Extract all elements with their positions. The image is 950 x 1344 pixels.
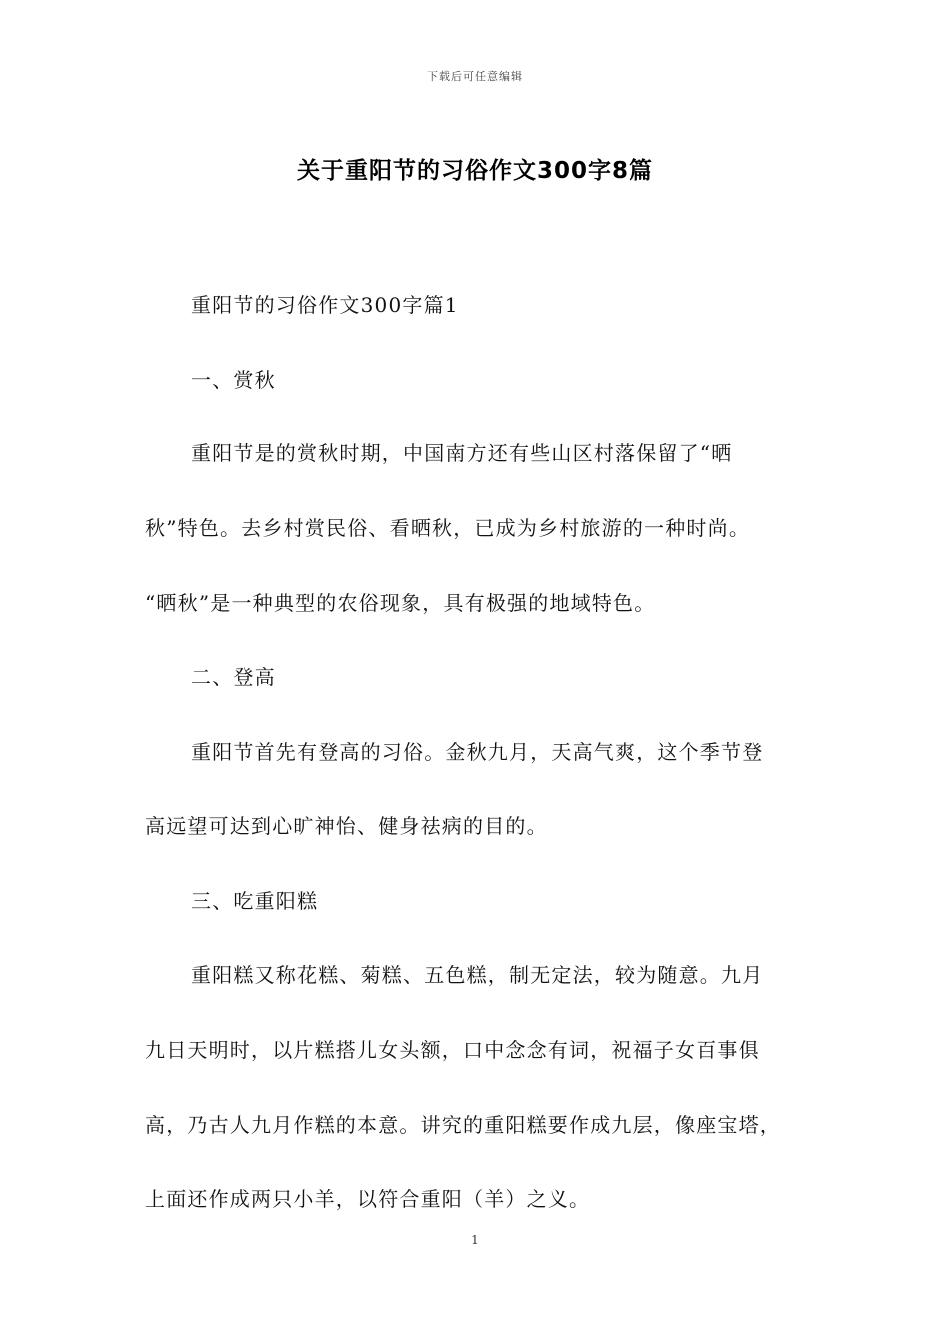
paragraph-line: 高，乃古人九月作糕的本意。讲究的重阳糕要作成九层，像座宝塔， bbox=[145, 1113, 781, 1137]
essay-heading: 重阳节的习俗作文300字篇1 bbox=[191, 293, 459, 317]
page-header: 下载后可任意编辑 bbox=[427, 70, 523, 83]
paragraph-line: 高远望可达到心旷神怡、健身祛病的目的。 bbox=[145, 814, 548, 838]
paragraph-line: 重阳节是的赏秋时期，中国南方还有些山区村落保留了“晒 bbox=[191, 441, 733, 465]
paragraph-line: 九日天明时，以片糕搭儿女头额，口中念念有词，祝福子女百事俱 bbox=[145, 1038, 760, 1062]
section-heading-2: 二、登高 bbox=[191, 665, 276, 689]
paragraph-line: 重阳节首先有登高的习俗。金秋九月，天高气爽，这个季节登 bbox=[191, 740, 764, 764]
document-title: 关于重阳节的习俗作文300字8篇 bbox=[296, 158, 653, 184]
section-heading-1: 一、赏秋 bbox=[191, 368, 276, 392]
paragraph-line: 上面还作成两只小羊，以符合重阳（羊）之义。 bbox=[145, 1187, 591, 1211]
paragraph-line: “晒秋”是一种典型的农俗现象，具有极强的地域特色。 bbox=[145, 591, 656, 615]
page-number: 1 bbox=[471, 1233, 479, 1247]
paragraph-line: 秋”特色。去乡村赏民俗、看晒秋，已成为乡村旅游的一种时尚。 bbox=[145, 516, 751, 540]
section-heading-3: 三、吃重阳糕 bbox=[191, 889, 319, 913]
paragraph-line: 重阳糕又称花糕、菊糕、五色糕，制无定法，较为随意。九月 bbox=[191, 963, 764, 987]
